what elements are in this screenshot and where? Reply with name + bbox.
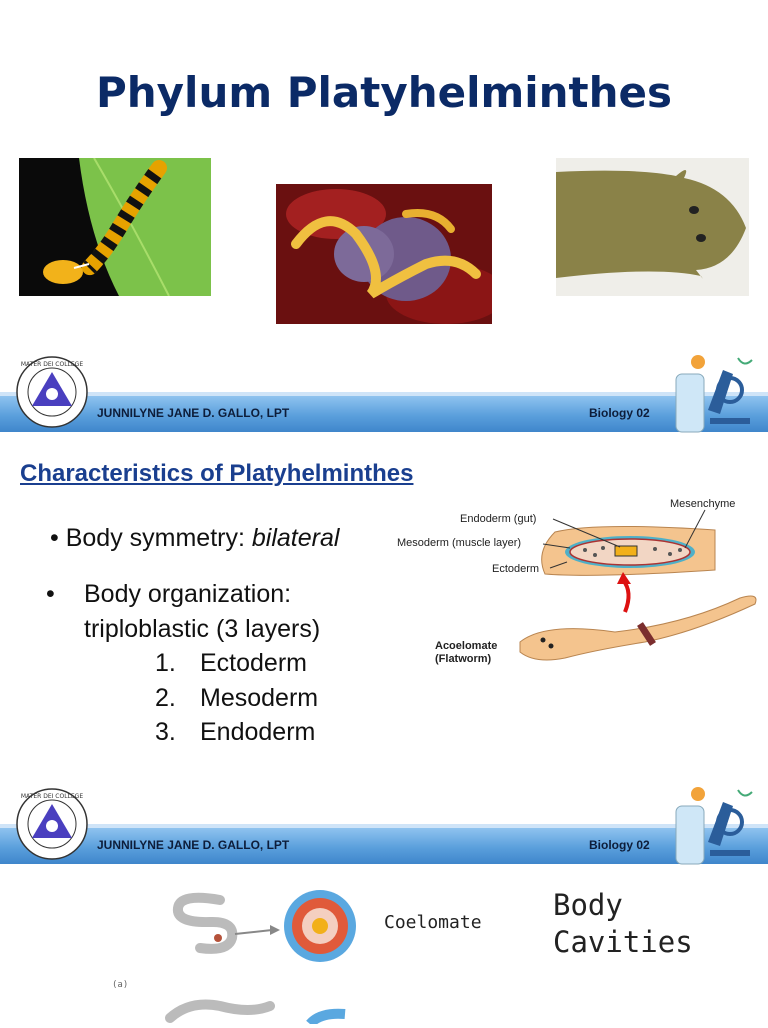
slide-title: Phylum Platyhelminthes	[95, 68, 673, 117]
symmetry-value: bilateral	[251, 524, 340, 552]
layer-num-2: 2.	[155, 684, 176, 712]
school-seal-icon	[14, 786, 90, 862]
planarian-photo	[556, 158, 749, 296]
symmetry-bullet	[50, 524, 339, 553]
teacher-name: JUNNILYNE JANE D. GALLO, LPT	[97, 838, 290, 852]
footer-bar-1	[0, 350, 768, 438]
course-label: Biology 02	[589, 838, 650, 852]
striped-flatworm-photo	[19, 158, 211, 296]
bullet-dot: •	[50, 524, 59, 552]
symmetry-label: Body symmetry:	[65, 524, 252, 552]
seal-text: MATER DEI COLLEGE	[20, 793, 84, 800]
school-seal-icon	[14, 354, 90, 430]
layer-mesoderm: Mesoderm	[200, 684, 319, 712]
organization-line-1: Body organization:	[84, 580, 292, 608]
course-label: Biology 02	[589, 406, 650, 420]
label-mesenchyme: Mesenchyme	[670, 498, 736, 510]
layer-endoderm: Endoderm	[200, 718, 316, 746]
body-cavities-line-1: Body	[553, 888, 623, 922]
characteristics-title: Characteristics of Platyhelminthes	[20, 460, 414, 487]
label-flatworm: (Flatworm)	[435, 653, 492, 665]
tapeworm-photo	[276, 184, 492, 324]
label-acoelomate: Acoelomate	[435, 640, 498, 652]
figure-label: (a)	[112, 980, 129, 990]
footer-bar-2	[0, 782, 768, 870]
label-mesoderm: Mesoderm (muscle layer)	[397, 537, 522, 549]
label-ectoderm: Ectoderm	[492, 563, 540, 575]
science-lab-icon	[668, 350, 758, 434]
body-cavities-line-2: Cavities	[553, 925, 693, 959]
layer-num-3: 3.	[155, 718, 176, 746]
bullet-dot-2: •	[46, 580, 55, 608]
organization-line-2: triploblastic (3 layers)	[84, 615, 321, 643]
coelomate-diagram	[160, 888, 390, 1024]
seal-text: MATER DEI COLLEGE	[20, 361, 84, 368]
layer-num-1: 1.	[155, 649, 176, 677]
coelomate-label: Coelomate	[384, 912, 482, 933]
label-endoderm: Endoderm (gut)	[460, 513, 537, 525]
science-lab-icon	[668, 782, 758, 866]
teacher-name: JUNNILYNE JANE D. GALLO, LPT	[97, 406, 290, 420]
layer-ectoderm: Ectoderm	[200, 649, 307, 677]
